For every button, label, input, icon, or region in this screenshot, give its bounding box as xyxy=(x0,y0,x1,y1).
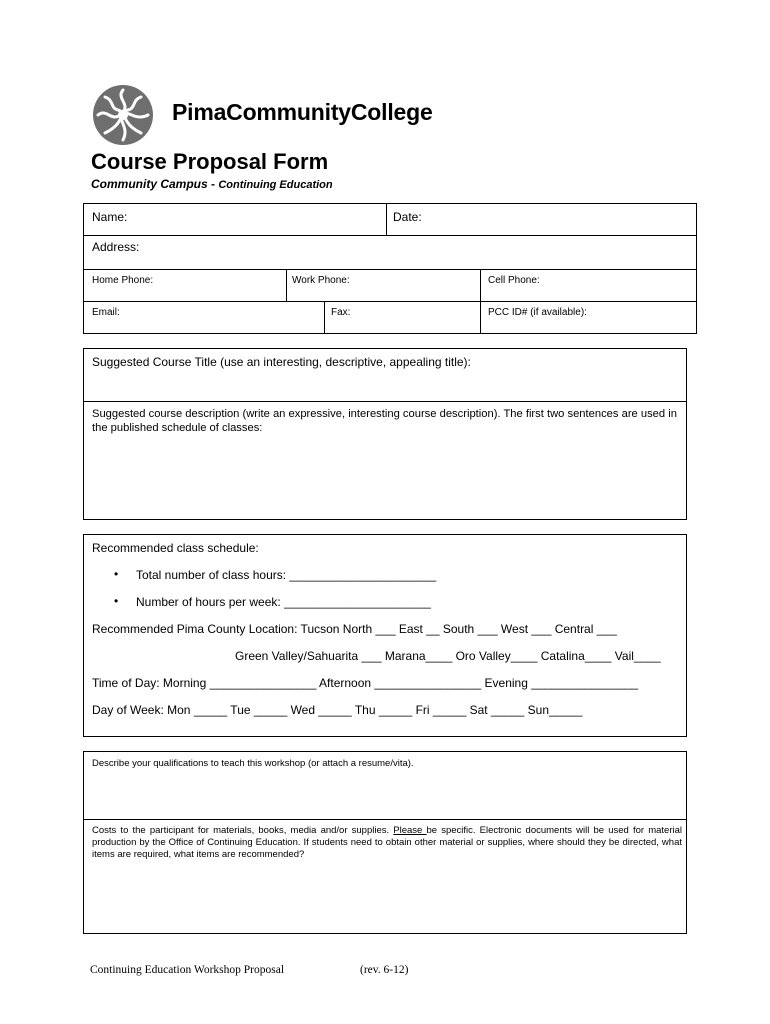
costs-text-1: Costs to the participant for materials, books, media and/or supplies. xyxy=(92,825,394,836)
date-field[interactable]: Date: xyxy=(393,210,422,224)
form-subtitle xyxy=(91,177,333,191)
qualifications-field[interactable]: Describe your qualifications to teach this workshop (or attach a resume/vita). xyxy=(92,758,414,769)
subtitle-dept: Continuing Education xyxy=(218,179,333,191)
pima-college-logo xyxy=(92,84,154,146)
name-field[interactable]: Name: xyxy=(92,210,128,224)
costs-text-underlined: Please xyxy=(393,825,427,836)
college-name: PimaCommunityCollege xyxy=(172,99,433,125)
costs-text-2: be specific. Electronic documents will be used for material production by the Office of Continuing Education. If students need to obtain other material or supplies, where should they be directed, what items are required, what items are recommended? xyxy=(92,825,682,860)
location-line-2[interactable]: Green Valley/Sahuarita ___ Marana____ Oro Valley____ Catalina____ Vail____ xyxy=(235,649,661,663)
subtitle-campus: Community Campus - xyxy=(91,177,219,191)
address-field[interactable]: Address: xyxy=(92,240,140,254)
time-of-day-field[interactable]: Time of Day: Morning ________________ Afternoon ________________ Evening ________________ xyxy=(92,676,639,690)
footer-revision: (rev. 6-12) xyxy=(360,964,409,976)
location-line-1[interactable]: Recommended Pima County Location: Tucson North ___ East __ South ___ West ___ Central ___ xyxy=(92,622,617,636)
form-title: Course Proposal Form xyxy=(91,149,329,174)
cell-phone-field[interactable]: Cell Phone: xyxy=(488,275,540,286)
hours-per-week-field[interactable]: Number of hours per week: ______________________ xyxy=(136,595,431,609)
contact-info-section xyxy=(83,203,697,334)
course-info-section xyxy=(83,348,687,520)
bullet-icon: • xyxy=(114,594,119,608)
footer-title: Continuing Education Workshop Proposal xyxy=(90,964,285,976)
home-phone-field[interactable]: Home Phone: xyxy=(92,275,154,286)
day-of-week-field[interactable]: Day of Week: Mon _____ Tue _____ Wed _____ Thu _____ Fri _____ Sat _____ Sun_____ xyxy=(92,703,583,717)
email-field[interactable]: Email: xyxy=(92,307,120,318)
fax-field[interactable]: Fax: xyxy=(331,307,351,318)
schedule-heading: Recommended class schedule: xyxy=(92,541,259,555)
bullet-icon: • xyxy=(114,567,119,581)
work-phone-field[interactable]: Work Phone: xyxy=(292,275,350,286)
course-description-field[interactable]: Suggested course description (write an expressive, interesting course description). The first two sentences are used in the published schedule of classes: xyxy=(92,408,677,434)
qualifications-section xyxy=(83,751,687,934)
schedule-section xyxy=(83,534,687,737)
pcc-id-field[interactable]: PCC ID# (if available): xyxy=(488,307,587,318)
costs-field[interactable] xyxy=(92,825,682,861)
total-hours-field[interactable]: Total number of class hours: ______________________ xyxy=(136,568,437,582)
course-title-field[interactable]: Suggested Course Title (use an interesting, descriptive, appealing title): xyxy=(92,355,471,369)
